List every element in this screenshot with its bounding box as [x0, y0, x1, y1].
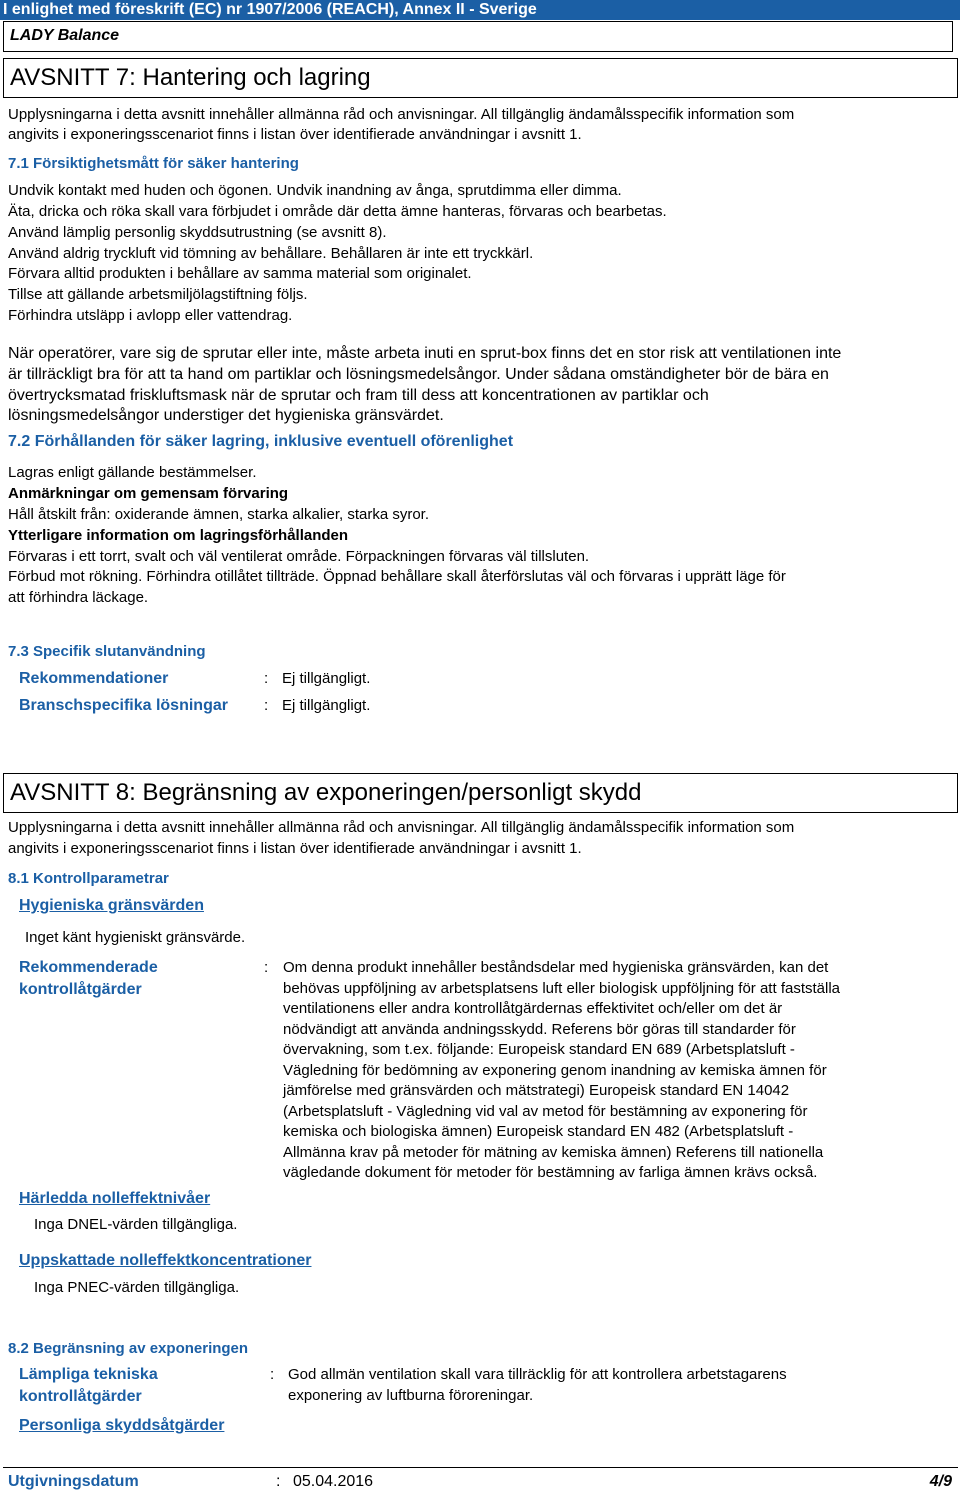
section-7-title: AVSNITT 7: Hantering och lagring [10, 64, 371, 91]
regulation-text: I enlighet med föreskrift (EC) nr 1907/2006 (REACH), Annex II - Sverige [3, 1, 537, 18]
technical-controls-line: exponering av luftburna föroreningar. [288, 1387, 534, 1404]
personal-protection-heading: Personliga skyddsåtgärder [19, 1417, 225, 1434]
recommended-controls-line: Allmänna krav på metoder för mätning av kemiska ämnen) Referens till nationella [283, 1144, 824, 1161]
handling-line: Förvara alltid produkten i behållare av samma material som originalet. [8, 265, 472, 282]
product-name-box [3, 21, 953, 52]
section-8-intro-line: Upplysningarna i detta avsnitt innehåller allmänna råd och anvisningar. All tillgänglig ändamålsspecifik information som [8, 819, 795, 836]
dnel-text: Inga DNEL-värden tillgängliga. [34, 1216, 238, 1233]
handling-line: Tillse att gällande arbetsmiljölagstiftning följs. [8, 286, 308, 303]
issue-date-colon: : [276, 1473, 281, 1490]
recommended-controls-line: Vägledning för bedömning av exponering genom inandning av kemiska ämnen för [283, 1062, 827, 1079]
product-name: LADY Balance [10, 27, 120, 44]
recommended-controls-line: jämförelse med gränsvärden och mätstrategi) Europeisk standard EN 14042 [283, 1082, 790, 1099]
pnec-heading: Uppskattade nolleffektkoncentrationer [19, 1252, 312, 1269]
technical-controls-label: Lämpliga tekniska [19, 1366, 158, 1383]
section-8-title: AVSNITT 8: Begränsning av exponeringen/personligt skydd [10, 779, 642, 806]
recommended-controls-label: Rekommenderade [19, 959, 158, 976]
further-storage-line: Förbud mot rökning. Förhindra otillåtet tillträde. Öppnad behållare skall återförslutas väl och förvaras i upprätt läge för [8, 568, 786, 585]
exposure-limits-heading: Hygieniska gränsvärden [19, 897, 204, 914]
handling-line: Förhindra utsläpp i avlopp eller vattendrag. [8, 307, 293, 324]
recommended-controls-colon: : [264, 959, 269, 976]
recommendations-colon: : [264, 670, 269, 687]
operator-paragraph-line: När operatörer, vare sig de sprutar eller inte, måste arbeta inuti en sprut-box finns det en stor risk att ventilationen inte [8, 345, 842, 362]
section-7-intro-line: angivits i exponeringsscenariot finns i listan över identifierade användningar i avsnitt 1. [8, 126, 582, 143]
page-number: 4/9 [929, 1473, 952, 1490]
technical-controls-label: kontrollåtgärder [19, 1388, 142, 1405]
handling-line: Äta, dricka och röka skall vara förbjudet i område där detta ämne hanteras, förvaras och bearbetas. [8, 203, 667, 220]
recommended-controls-label: kontrollåtgärder [19, 981, 142, 998]
industry-solutions-value: Ej tillgängligt. [282, 697, 371, 714]
joint-storage-heading: Anmärkningar om gemensam förvaring [8, 485, 289, 502]
recommended-controls-line: kemiska och biologiska ämnen) Europeisk standard EN 482 (Arbetsplatsluft - [283, 1123, 794, 1140]
technical-controls-colon: : [270, 1366, 275, 1383]
handling-line: Undvik kontakt med huden och ögonen. Undvik inandning av ånga, sprutdimma eller dimma. [8, 182, 622, 199]
subsection-7-1-heading: 7.1 Försiktighetsmått för säker hantering [8, 155, 299, 172]
operator-paragraph-line: övertrycksmatad friskluftsmask när de sprutar och fram till dess att koncentrationen av partiklar och [8, 387, 709, 404]
subsection-7-2-heading: 7.2 Förhållanden för säker lagring, inklusive eventuell oförenlighet [8, 433, 514, 450]
recommended-controls-line: behövas uppföljning av arbetsplatsens luft eller biologisk uppföljning för att fastställa [283, 980, 841, 997]
section-7-intro-line: Upplysningarna i detta avsnitt innehåller allmänna råd och anvisningar. All tillgänglig ändamålsspecifik information som [8, 106, 795, 123]
section-8-title-box [3, 773, 958, 813]
subsection-7-3-heading: 7.3 Specifik slutanvändning [8, 643, 206, 660]
section-8-intro-line: angivits i exponeringsscenariot finns i listan över identifierade användningar i avsnitt 1. [8, 840, 582, 857]
subsection-8-2-heading: 8.2 Begränsning av exponeringen [8, 1340, 249, 1357]
recommended-controls-line: ventilationens eller andra kontrollåtgärdernas effektivitet och/eller om det är [283, 1000, 783, 1017]
storage-text: Lagras enligt gällande bestämmelser. [8, 464, 257, 481]
recommendations-label: Rekommendationer [19, 670, 169, 687]
pnec-text: Inga PNEC-värden tillgängliga. [34, 1279, 240, 1296]
section-7-title-box [3, 58, 958, 98]
recommended-controls-line: övervakning, som t.ex. följande: Europeisk standard EN 689 (Arbetsplatsluft - [283, 1041, 795, 1058]
operator-paragraph-line: lösningsmedelsångor understiger det hygieniska gränsvärdet. [8, 407, 444, 424]
handling-line: Använd aldrig tryckluft vid tömning av behållare. Behållaren är inte ett tryckkärl. [8, 245, 534, 262]
dnel-heading: Härledda nolleffektnivåer [19, 1190, 211, 1207]
document-header-bar [0, 0, 960, 20]
operator-paragraph-line: är tillräckligt bra för att ta hand om partiklar och lösningsmedelsångor. Under sådana omständigheter bör de bära en [8, 366, 829, 383]
recommended-controls-line: (Arbetsplatsluft - Vägledning vid val av metod för bestämning av exponering för [283, 1103, 808, 1120]
issue-date-label: Utgivningsdatum [8, 1473, 139, 1490]
industry-solutions-colon: : [264, 697, 269, 714]
joint-storage-text: Håll åtskilt från: oxiderande ämnen, starka alkalier, starka syror. [8, 506, 430, 523]
further-storage-heading: Ytterligare information om lagringsförhållanden [8, 527, 349, 544]
footer-divider [3, 1467, 958, 1468]
recommended-controls-line: nödvändigt att använda andningsskydd. Referens bör göras till standarder för [283, 1021, 796, 1038]
further-storage-line: Förvaras i ett torrt, svalt och väl ventilerat område. Förpackningen förvaras väl tillsluten. [8, 548, 590, 565]
recommended-controls-line: vägledande dokument för metoder för bestämning av farliga ämnen krävs också. [283, 1164, 818, 1181]
issue-date-value: 05.04.2016 [293, 1473, 374, 1490]
subsection-8-1-heading: 8.1 Kontrollparametrar [8, 870, 169, 887]
exposure-limits-text: Inget känt hygieniskt gränsvärde. [25, 929, 246, 946]
technical-controls-line: God allmän ventilation skall vara tillräcklig för att kontrollera arbetstagarens [288, 1366, 787, 1383]
recommendations-value: Ej tillgängligt. [282, 670, 371, 687]
recommended-controls-line: Om denna produkt innehåller beståndsdelar med hygieniska gränsvärden, kan det [283, 959, 829, 976]
handling-line: Använd lämplig personlig skyddsutrustning (se avsnitt 8). [8, 224, 387, 241]
industry-solutions-label: Branschspecifika lösningar [19, 697, 228, 714]
further-storage-line: att förhindra läckage. [8, 589, 149, 606]
